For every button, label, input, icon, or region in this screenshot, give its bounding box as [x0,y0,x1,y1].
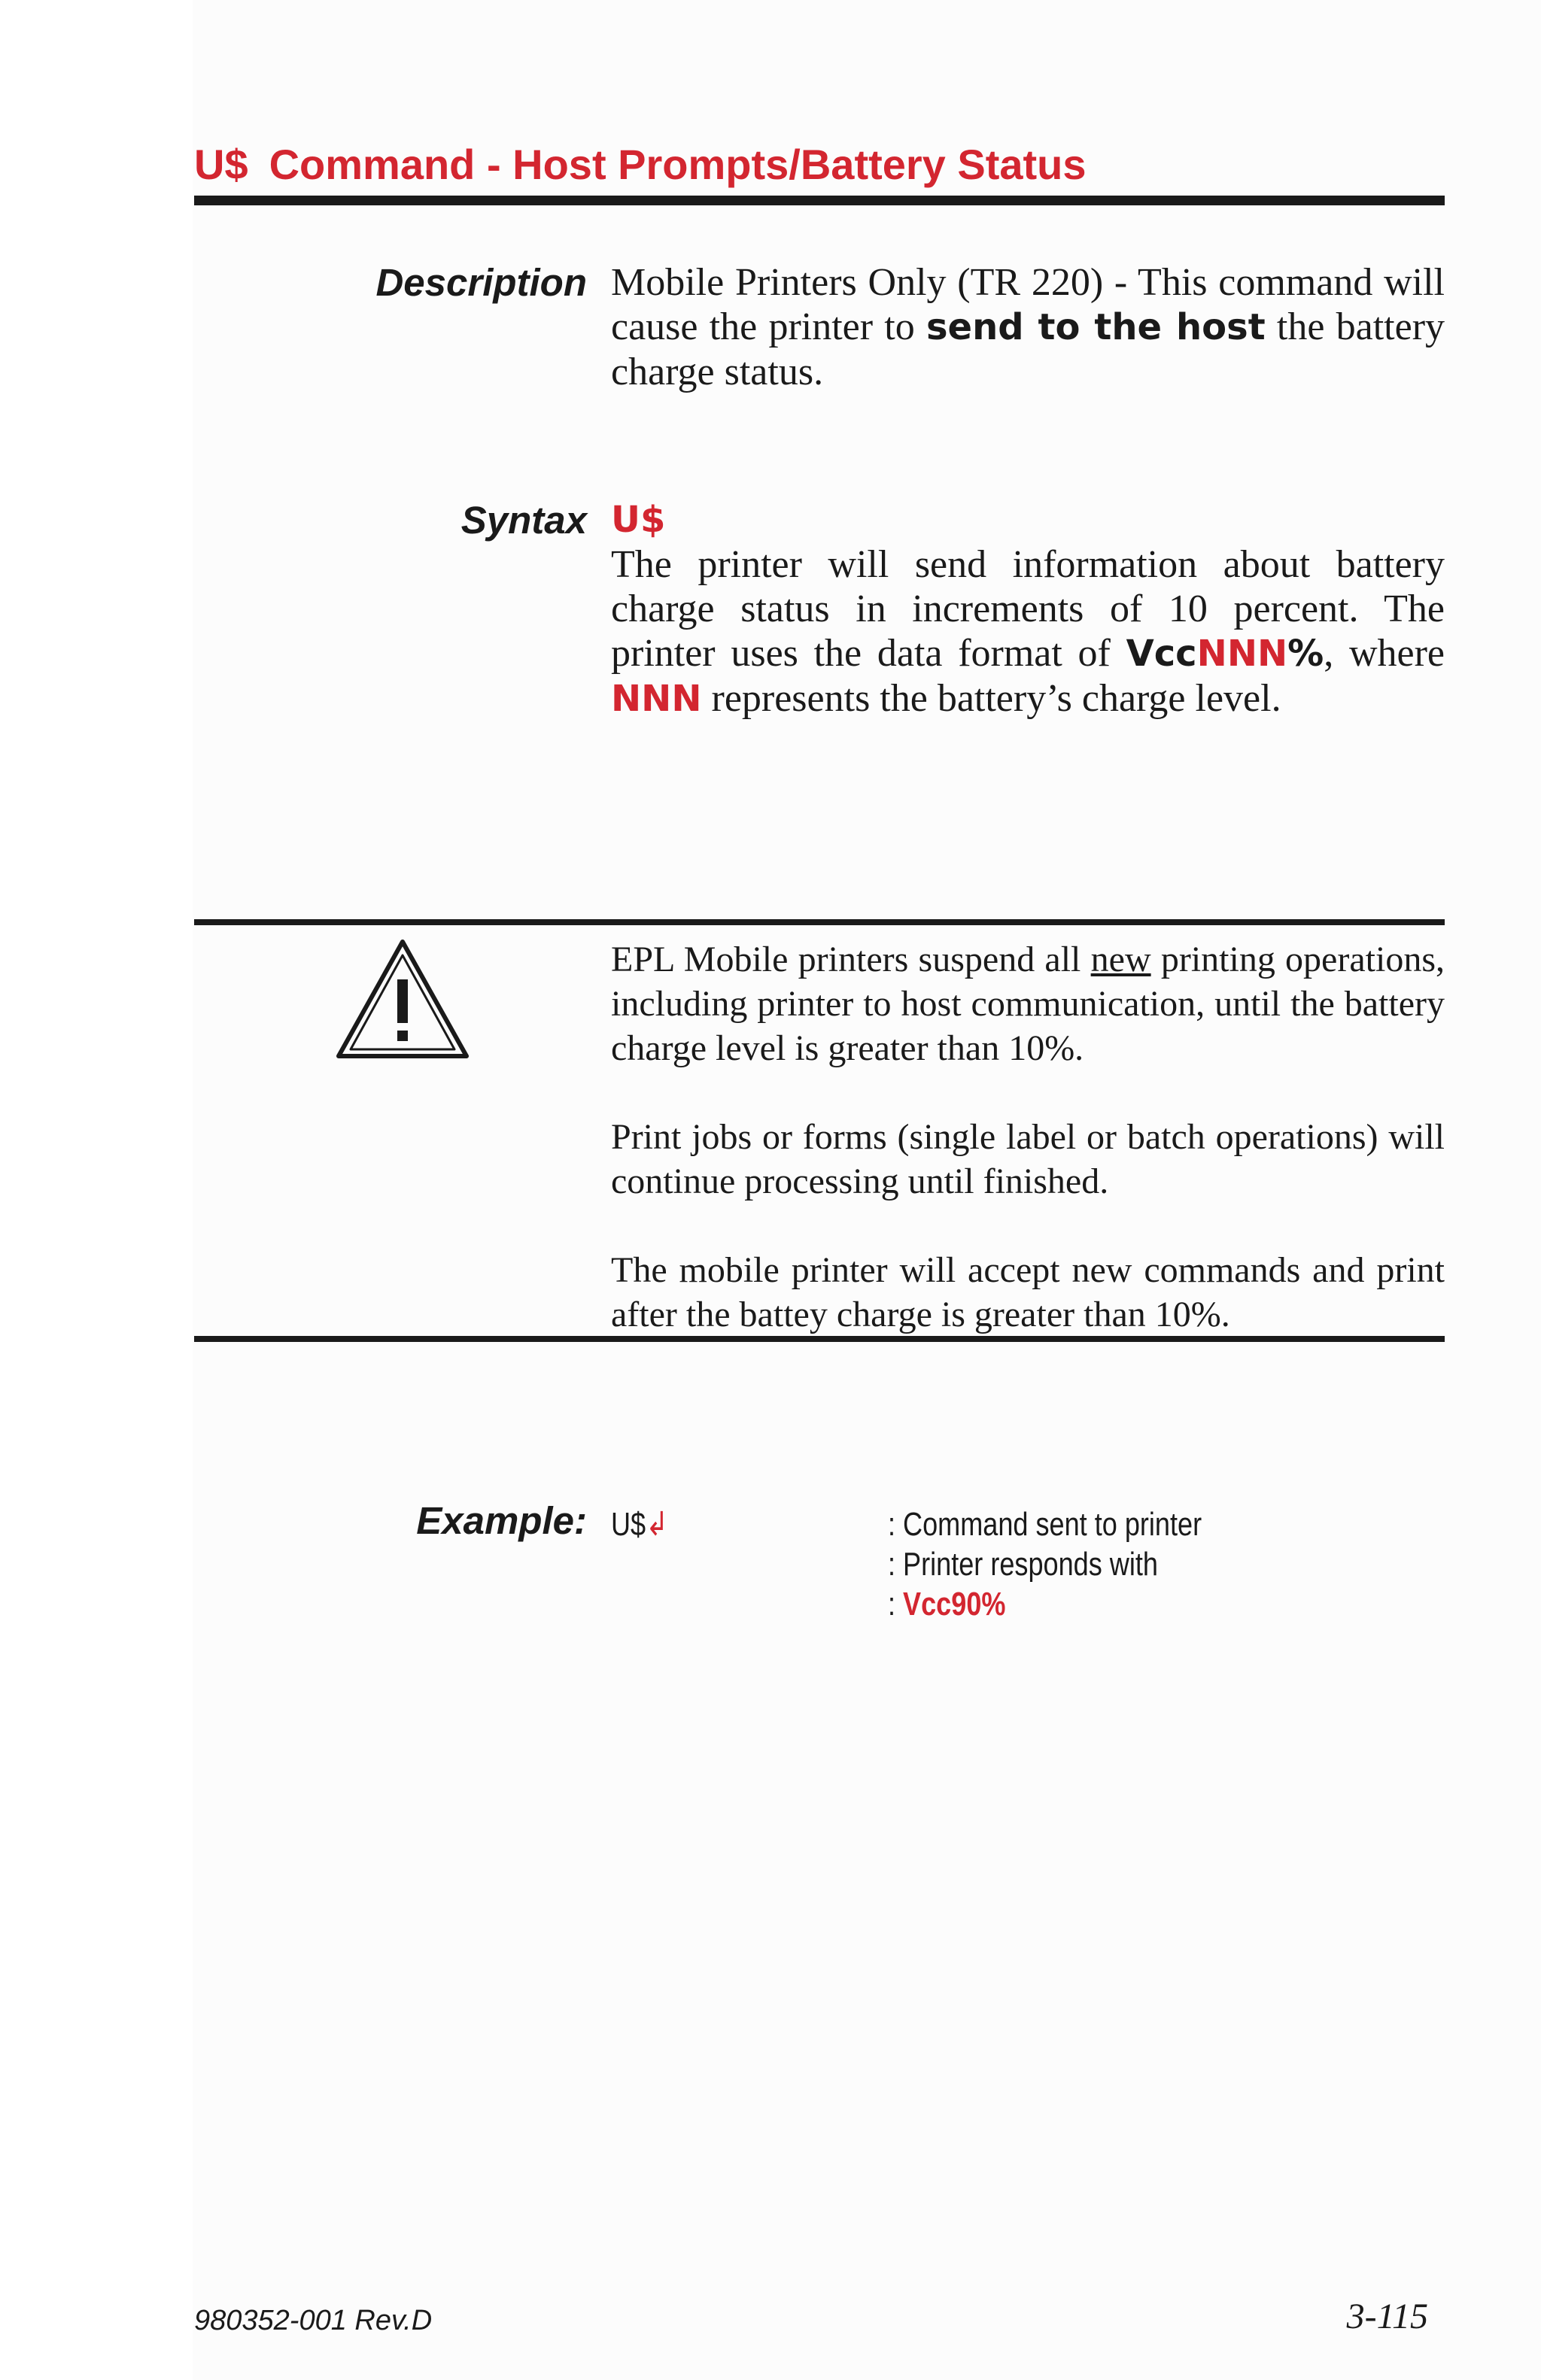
caution-p1-underline: new [1090,940,1151,979]
caution-bottom-rule [194,1336,1445,1342]
syntax-var: NNN [611,678,702,720]
description-text-2: the battery charge status. [611,305,1445,393]
title-command: U$ [194,141,248,188]
example-notes [888,1504,1202,1624]
page-number: 3-115 [1346,2297,1428,2336]
syntax-command: U$ [611,499,666,541]
syntax-format-var: NNN [1196,633,1288,675]
page-title [194,140,1087,189]
document-number: 980352-001 Rev.D [194,2305,433,2336]
example-line-3 [888,1584,1202,1624]
title-text: Command - Host Prompts/Battery Status [269,141,1087,188]
example-response-value: Vcc90% [903,1586,1006,1623]
example-line-1: : Command sent to printer [888,1506,1202,1543]
caution-text [611,937,1445,1337]
warning-triangle-icon [334,937,471,1062]
caution-paragraph-1 [611,937,1445,1070]
description-text [611,260,1445,394]
syntax-description [611,542,1445,721]
description-text-1: Mobile Printers Only (TR 220) - This command will cause the printer to [611,261,1445,348]
syntax-text-1: The printer will send information about battery charge status in increments of 10 percent. The printer uses the data format of [611,543,1445,675]
caution-top-rule [194,919,1445,925]
syntax-label: Syntax [460,499,587,542]
caution-p1-b: printing operations, including printer to host communication, until the battery charge level is greater than 10%. [611,940,1445,1068]
caution-paragraph-2: Print jobs or forms (single label or batch operations) will continue processing until finished. [611,1117,1445,1201]
example-line-3-prefix: : [888,1586,904,1623]
syntax-text [611,498,1445,721]
example-line-2: : Printer responds with [888,1546,1158,1583]
example-label: Example: [416,1499,587,1542]
caution-paragraph-3: The mobile printer will accept new commands and print after the battey charge is greater than 10%. [611,1250,1445,1334]
description-label: Description [375,261,587,304]
syntax-format-suffix: % [1287,633,1324,675]
header-rule [194,196,1445,205]
syntax-format-prefix: Vcc [1126,633,1197,675]
example-command-text: U$ [611,1506,646,1543]
caution-p1-a: EPL Mobile printers suspend all [611,940,1091,979]
description-bold: send to the host [926,306,1266,348]
syntax-text-3: represents the battery’s charge level. [701,677,1281,720]
syntax-text-2: , where [1324,632,1445,675]
example-command [611,1504,668,1544]
enter-key-icon: ↲ [646,1506,669,1543]
syntax-format [1126,633,1324,675]
